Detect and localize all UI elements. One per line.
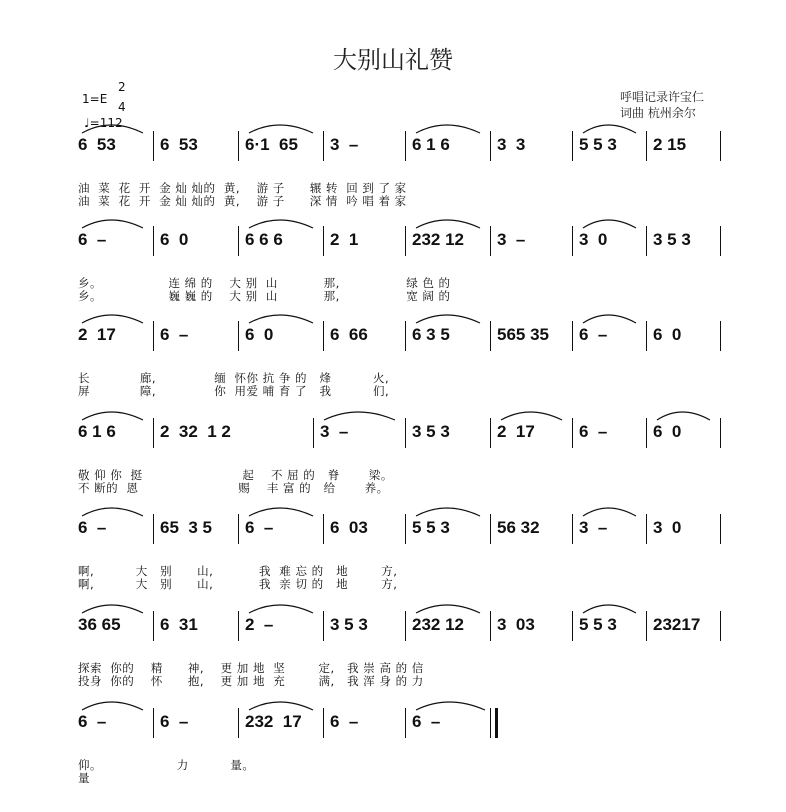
lyrics-verse-2: 投身 你的 怀 抱, 更 加 地 充 满, 我 浑 身 的 力 — [78, 674, 424, 688]
measure-notes: 6 – — [579, 422, 608, 441]
lyrics-verse-1: 仰。 力 量。 — [78, 758, 255, 772]
measure-notes: 5 5 3 — [579, 615, 617, 634]
measure-notes: 6 6 6 — [245, 230, 283, 249]
lyrics-verse-1: 敬 仰 你 挺 起 不 屈 的 脊 梁。 — [78, 468, 393, 482]
measure-notes: 5 5 3 — [579, 135, 617, 154]
lyrics-verse-2: 啊, 大 别 山, 我 亲 切 的 地 方, — [78, 577, 398, 591]
measure-notes: 5 5 3 — [412, 518, 450, 537]
slur — [416, 702, 485, 710]
slur — [657, 412, 710, 420]
slur — [416, 605, 480, 613]
lyrics-verse-1: 油 菜 花 开 金 灿 灿的 黄, 游 子 辗 转 回 到 了 家 — [78, 181, 407, 195]
measure-notes: 2 17 — [497, 422, 535, 441]
slur — [249, 605, 313, 613]
measure-notes: 6 – — [78, 230, 107, 249]
time-signature-bottom: 4 — [118, 100, 126, 114]
measure-notes: 2 17 — [78, 325, 116, 344]
slur — [82, 508, 143, 516]
lyrics-verse-1: 乡。 连 绵 的 大 别 山 那, 绿 色 的 — [78, 276, 451, 290]
slur — [583, 315, 636, 323]
slur — [416, 315, 480, 323]
measure-notes: 3 0 — [579, 230, 608, 249]
measure-notes: 36 65 — [78, 615, 121, 634]
slur — [249, 315, 313, 323]
measure-notes: 565 35 — [497, 325, 549, 344]
measure-notes: 232 12 — [412, 230, 464, 249]
measure-notes: 6 66 — [330, 325, 368, 344]
measure-notes: 6 0 — [160, 230, 189, 249]
measure-notes: 3 3 — [497, 135, 526, 154]
lyrics-verse-2: 乡。 巍 巍 的 大 别 山 那, 宽 阔 的 — [78, 289, 451, 303]
measure-notes: 2 15 — [653, 135, 687, 154]
slur — [82, 702, 143, 710]
slur — [82, 412, 143, 420]
measure-notes: 56 32 — [497, 518, 540, 537]
lyrics-verse-1: 长 廊, 缅 怀你 抗 争 的 烽 火, — [78, 371, 390, 385]
measure-notes: 6 31 — [160, 615, 198, 634]
measure-notes: 6 – — [579, 325, 608, 344]
measure-notes: 6 53 — [78, 135, 116, 154]
measure-notes: 3 5 3 — [330, 615, 368, 634]
slur — [416, 125, 480, 133]
measure-notes: 6 53 — [160, 135, 198, 154]
slur — [324, 412, 395, 420]
slur — [583, 508, 636, 516]
slur — [82, 315, 143, 323]
measure-notes: 6 – — [160, 325, 189, 344]
lyrics-verse-2: 量 — [78, 771, 90, 785]
measure-notes: 6 1 6 — [412, 135, 450, 154]
slur — [501, 412, 562, 420]
measure-notes: 3 5 3 — [653, 230, 691, 249]
slur — [82, 605, 143, 613]
measure-notes: 6 0 — [653, 422, 682, 441]
slur — [583, 125, 636, 133]
measure-notes: 6·1 65 — [245, 135, 298, 154]
measure-notes: 6 – — [78, 712, 107, 731]
slur — [583, 605, 636, 613]
measure-notes: 2 32 1 2 — [160, 422, 231, 441]
song-title: 大别山礼赞 — [333, 46, 453, 74]
tempo-value: =112 — [89, 116, 123, 130]
measure-notes: 232 17 — [245, 712, 302, 731]
slur — [416, 508, 480, 516]
time-signature-top: 2 — [118, 80, 126, 94]
measure-notes: 6 – — [330, 712, 359, 731]
slur — [249, 125, 313, 133]
measure-notes: 6 – — [160, 712, 189, 731]
measure-notes: 6 0 — [245, 325, 274, 344]
measure-notes: 23217 — [653, 615, 701, 634]
lyricist-credit: 呼唱记录许宝仁 — [620, 90, 705, 104]
slur — [249, 702, 313, 710]
composer-credit: 词曲 杭州余尔 — [620, 106, 696, 120]
lyrics-verse-2: 屏 障, 你 用爱 哺 育 了 我 们, — [78, 384, 390, 398]
measure-notes: 3 5 3 — [412, 422, 450, 441]
measure-notes: 3 – — [320, 422, 349, 441]
measure-notes: 6 – — [412, 712, 441, 731]
measure-notes: 3 0 — [653, 518, 682, 537]
lyrics-verse-2: 不 断的 恩 赐 丰 富 的 给 养。 — [78, 481, 389, 495]
measure-notes: 6 0 — [653, 325, 682, 344]
slur — [82, 220, 143, 228]
slur — [249, 220, 313, 228]
key-signature: 1=E — [82, 92, 108, 106]
measure-notes: 3 – — [497, 230, 526, 249]
quarter-note-icon: ♩ — [84, 116, 90, 130]
lyrics-verse-1: 探索 你的 精 神, 更 加 地 坚 定, 我 崇 高 的 信 — [78, 661, 424, 675]
lyrics-verse-1: 啊, 大 别 山, 我 难 忘 的 地 方, — [78, 564, 398, 578]
slur — [416, 220, 480, 228]
measure-notes: 2 – — [245, 615, 274, 634]
measure-notes: 6 1 6 — [78, 422, 116, 441]
slur — [583, 220, 636, 228]
measure-notes: 65 3 5 — [160, 518, 212, 537]
measure-notes: 6 – — [245, 518, 274, 537]
slur — [249, 508, 313, 516]
lyrics-verse-2: 油 菜 花 开 金 灿 灿的 黄, 游 子 深 情 吟 唱 着 家 — [78, 194, 407, 208]
measure-notes: 2 1 — [330, 230, 359, 249]
measure-notes: 3 03 — [497, 615, 535, 634]
measure-notes: 6 3 5 — [412, 325, 450, 344]
slur — [82, 125, 143, 133]
measure-notes: 6 03 — [330, 518, 368, 537]
measure-notes: 232 12 — [412, 615, 464, 634]
measure-notes: 3 – — [579, 518, 608, 537]
measure-notes: 3 – — [330, 135, 359, 154]
measure-notes: 6 – — [78, 518, 107, 537]
